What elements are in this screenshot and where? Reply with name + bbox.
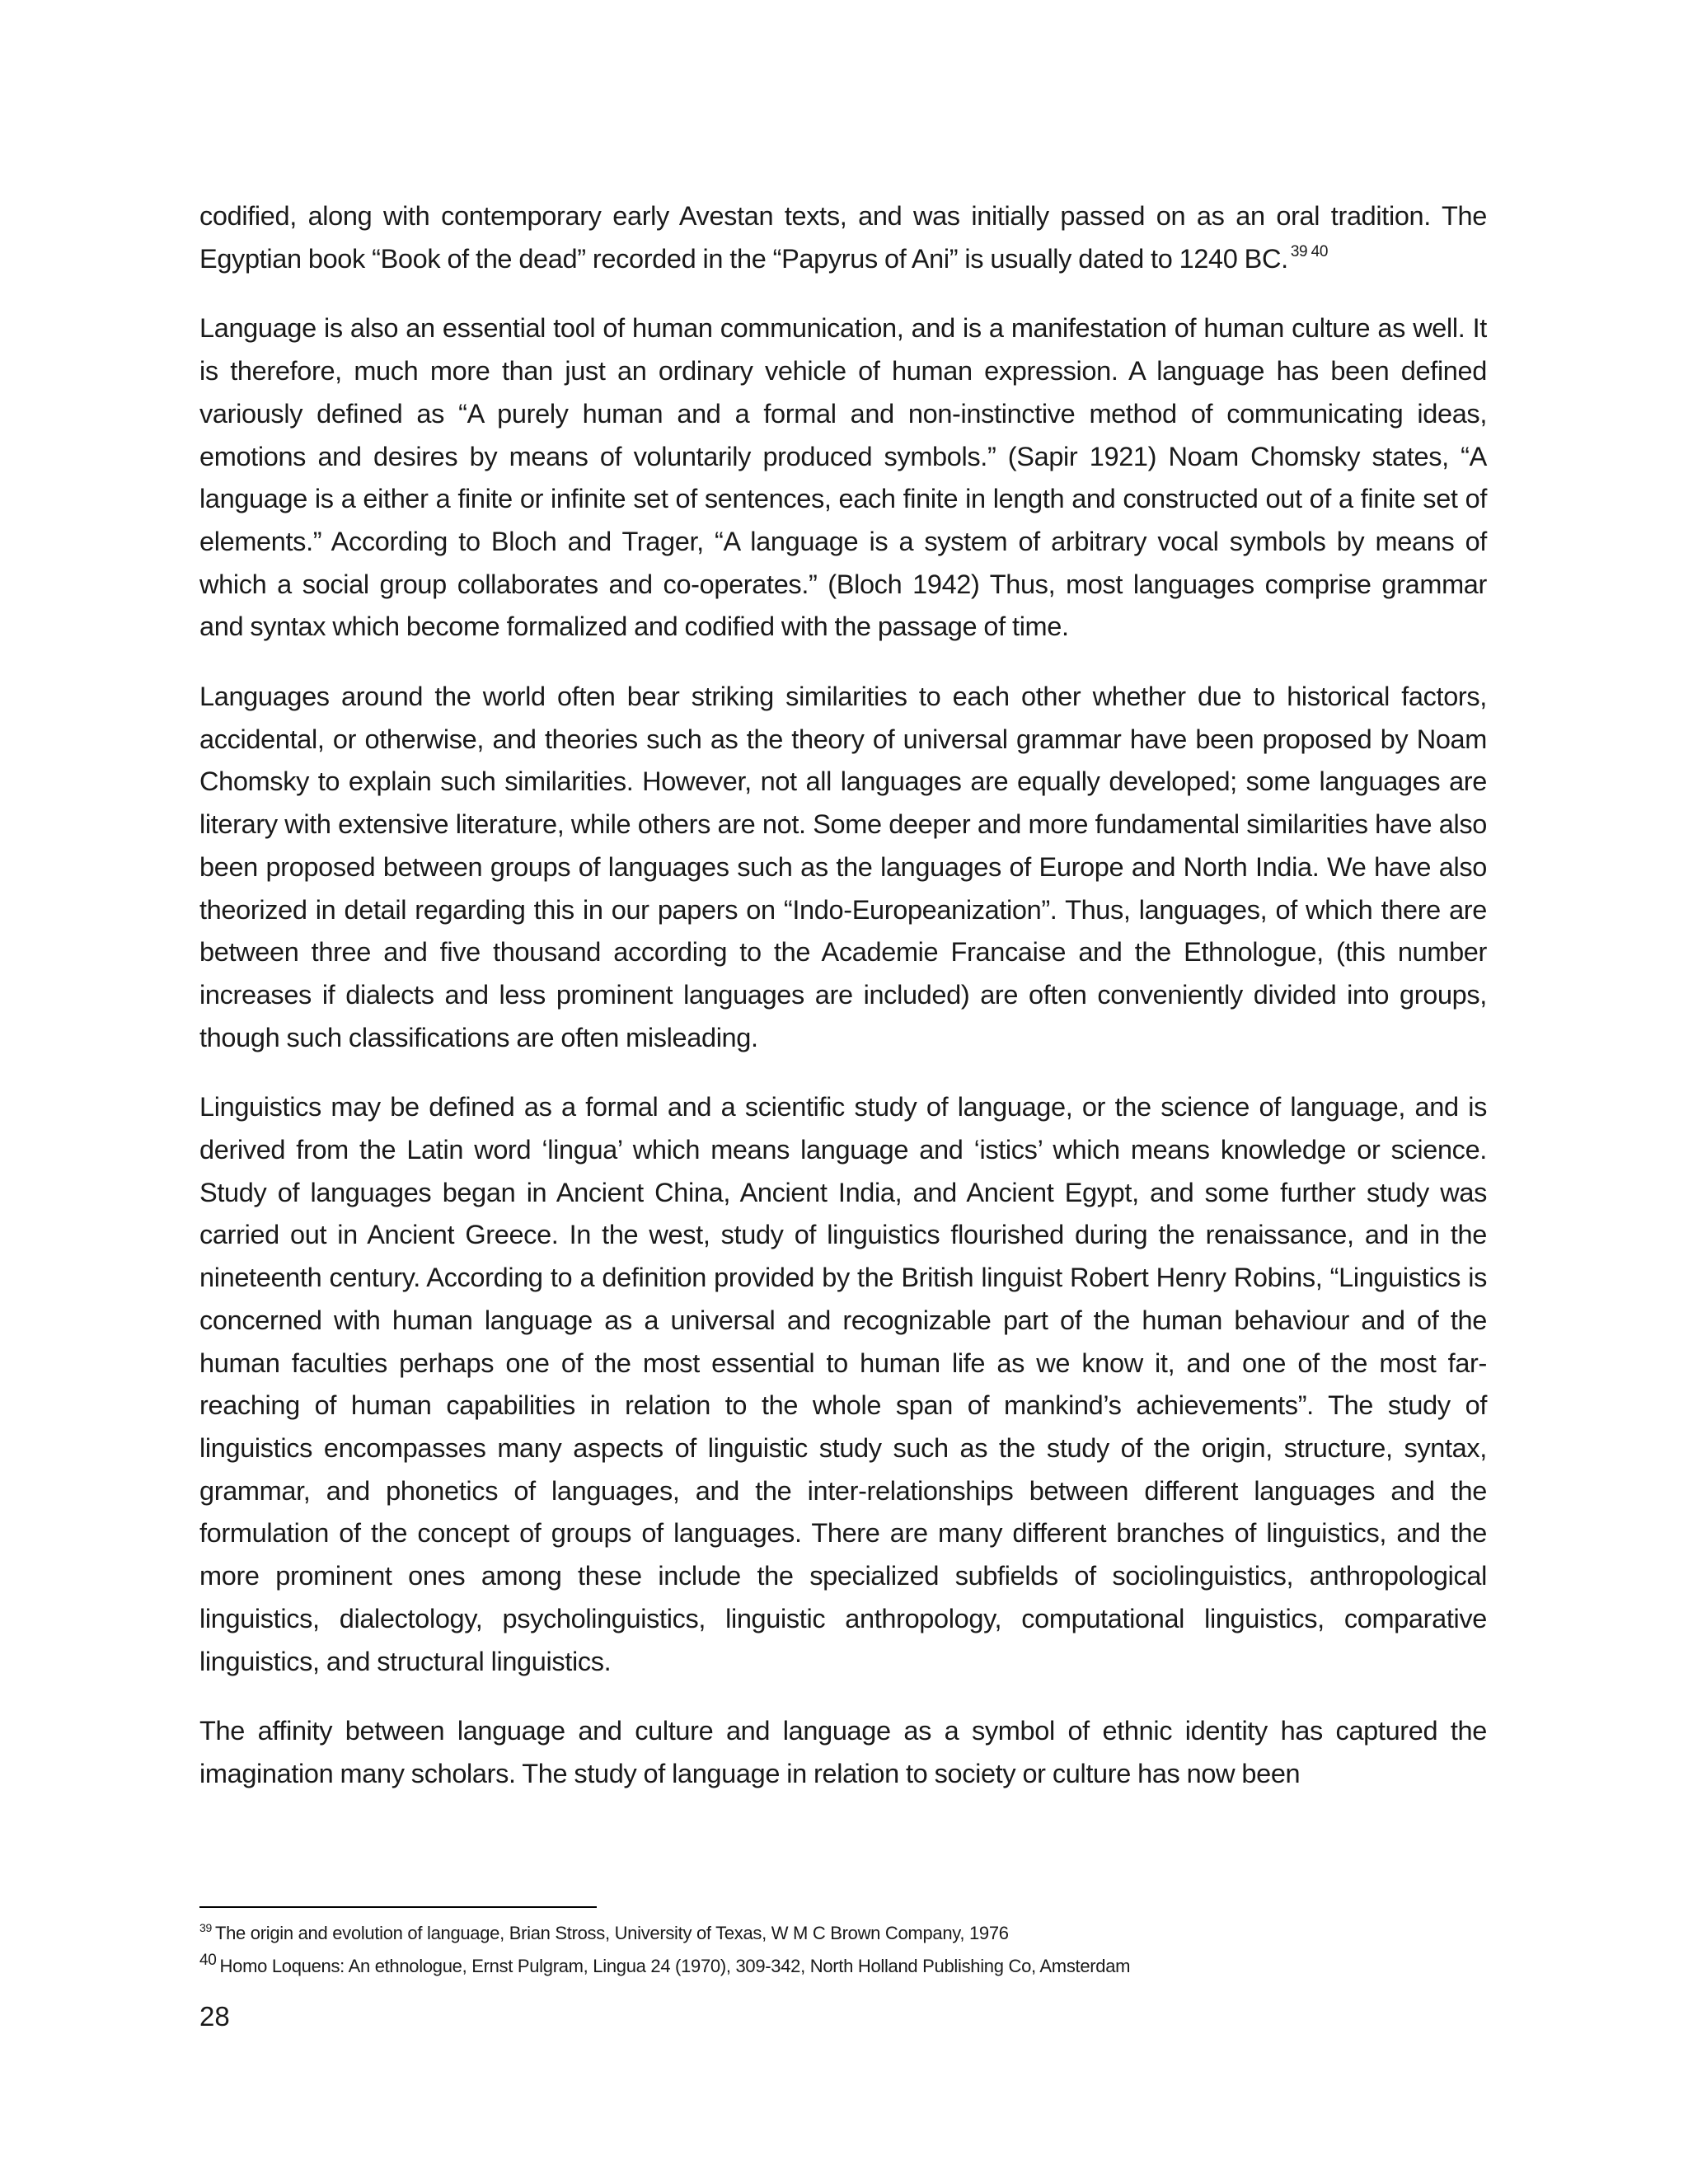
footnote-number: 40 [199,1951,217,1969]
paragraph-1-text: codified, along with contemporary early Avestan texts, and was initially passed on as an oral tradition. The Egyptian book “Book of the dead” recorded in the “Papyrus of Ani” is usually dated to 1240 BC. [199,201,1487,274]
paragraph-4: Linguistics may be defined as a formal and a scientific study of language, or the science of language, and is derived from the Latin word ‘lingua’ which means language and ‘istics’ which means knowledge or science. Study of languages began in Ancient China, Ancient India, and Ancient Egypt, and some further study was carried out in Ancient Greece. In the west, study of linguistics flourished during the renaissance, and in the nineteenth century. According to a definition provided by the British linguist Robert Henry Robins, “Linguistics is concerned with human language as a universal and recognizable part of the human behaviour and of the human faculties perhaps one of the most essential to human life as we know it, and one of the most far-reaching of human capabilities in relation to the whole span of mankind’s achievements”. The study of linguistics encompasses many aspects of linguistic study such as the study of the origin, structure, syntax, grammar, and phonetics of languages, and the inter-relationships between different languages and the formulation of the concept of groups of languages. There are many different branches of linguistics, and the more prominent ones among these include the specialized subfields of sociolinguistics, anthropological linguistics, dialectology, psycholinguistics, linguistic anthropology, computational linguistics, comparative linguistics, and structural linguistics. [199,1092,1487,1676]
footnote-number: 39 [199,1920,212,1934]
footnote-separator [199,1906,597,1908]
paragraph-3: Languages around the world often bear striking similarities to each other whether due to historical factors, accidental, or otherwise, and theories such as the theory of universal grammar have been proposed by Noam Chomsky to explain such similarities. However, not all languages are equally developed; some languages are literary with extensive literature, while others are not. Some deeper and more fundamental similarities have also been proposed between groups of languages such as the languages of Europe and North India. We have also theorized in detail regarding this in our papers on “Indo-Europeanization”. Thus, languages, of which there are between three and five thousand according to the Academie Francaise and the Ethnologue, (this number increases if dialects and less prominent languages are included) are often conveniently divided into groups, though such classifications are often misleading. [199,682,1487,1052]
paragraph-1 [199,195,1487,280]
footnote-refs-39-40[interactable]: 39 40 [1290,242,1329,260]
footnote-39 [199,1917,1518,1950]
footnotes [199,1917,1518,1983]
paragraph-2: Language is also an essential tool of human communication, and is a manifestation of human culture as well. It is therefore, much more than just an ordinary vehicle of human expression. A language has been defined variously defined as “A purely human and a formal and non-instinctive method of communicating ideas, emotions and desires by means of voluntarily produced symbols.” (Sapir 1921) Noam Chomsky states, “A language is a either a finite or infinite set of sentences, each finite in length and constructed out of a finite set of elements.” According to Bloch and Trager, “A language is a system of arbitrary vocal symbols by means of which a social group collaborates and co-operates.” (Bloch 1942) Thus, most languages comprise grammar and syntax which become formalized and codified with the passage of time. [199,313,1487,642]
paragraph-5: The affinity between language and culture and language as a symbol of ethnic identity has captured the imagination many scholars. The study of language in relation to society or culture has now been [199,1716,1487,1788]
footnote-text: Homo Loquens: An ethnologue, Ernst Pulgram, Lingua 24 (1970), 309-342, North Holland Publishing Co, Amsterdam [219,1956,1131,1976]
footnote-text: The origin and evolution of language, Brian Stross, University of Texas, W M C Brown Company, 1976 [214,1923,1009,1943]
page-number: 28 [199,2001,230,2032]
body-text [199,195,1487,1796]
footnote-40 [199,1950,1518,1983]
